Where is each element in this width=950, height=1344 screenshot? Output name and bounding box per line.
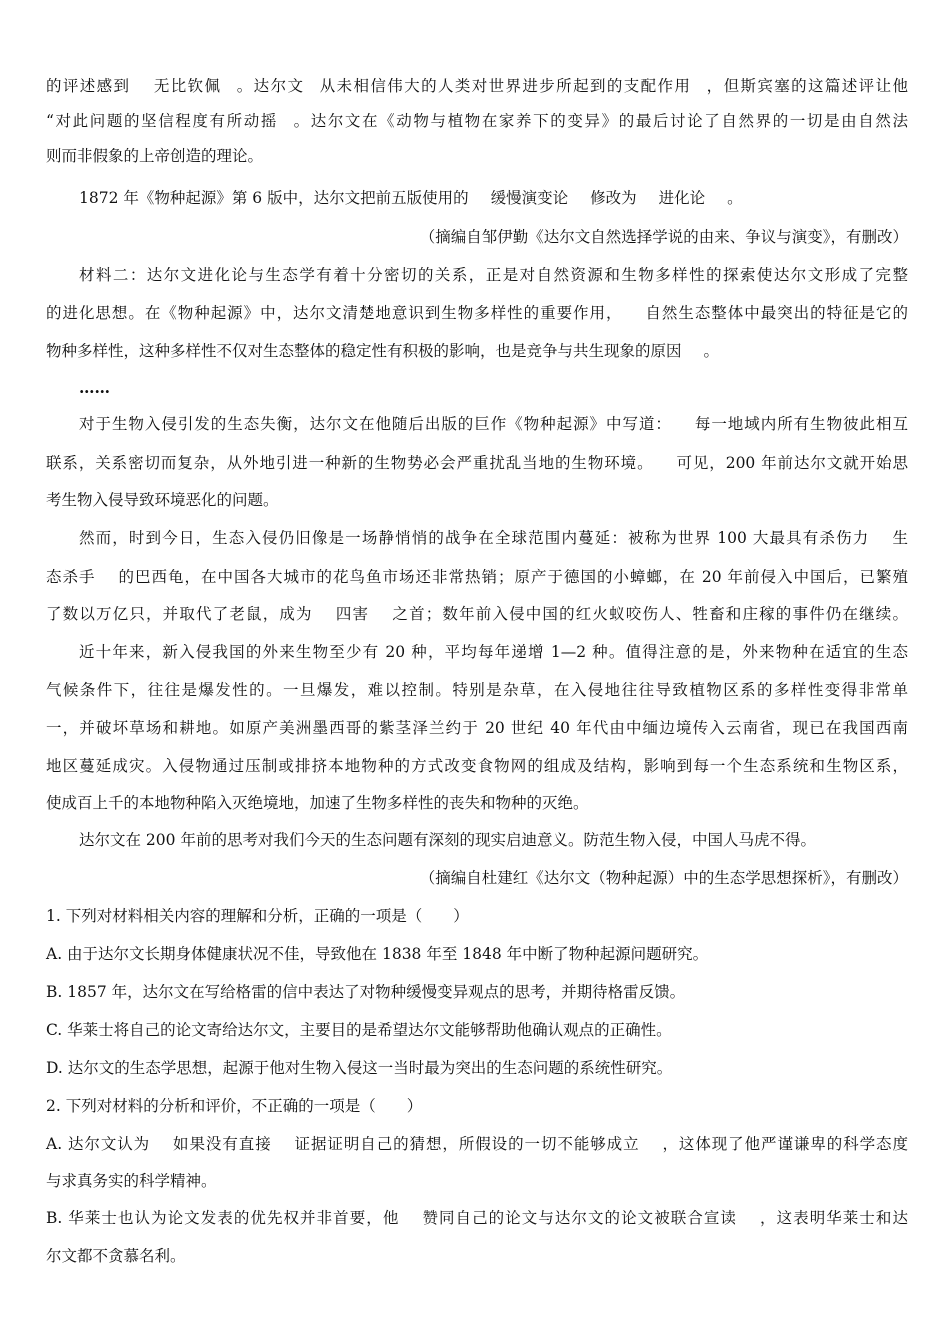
text-line: 态杀手 的巴西龟，在中国各大城市的花鸟鱼市场还非常热销；原产于德国的小蟑螂，在 20 年前侵入中国后，已繁殖 bbox=[46, 568, 908, 586]
text-line: 一，并破坏草场和耕地。如原产美洲墨西哥的紫茎泽兰约于 20 世纪 40 年代由中缅边境传入云南省，现已在我国西南 bbox=[46, 719, 908, 737]
question-2-stem: 2. 下列对材料的分析和评价，不正确的一项是（ ） bbox=[46, 1097, 423, 1115]
question-2-option-a-cont: 与求真务实的科学精神。 bbox=[46, 1172, 217, 1190]
question-1-stem: 1. 下列对材料相关内容的理解和分析，正确的一项是（ ） bbox=[46, 907, 469, 925]
text-line: 1872 年《物种起源》第 6 版中，达尔文把前五版使用的 缓慢演变论 修改为 进化论 。 bbox=[79, 189, 743, 207]
question-1-option-b: B. 1857 年，达尔文在写给格雷的信中表达了对物种缓慢变异观点的思考，并期待格雷反馈。 bbox=[46, 983, 686, 1001]
text-line: 达尔文在 200 年前的思考对我们今天的生态问题有深刻的现实启迪意义。防范生物入侵，中国人马虎不得。 bbox=[79, 831, 816, 849]
question-1-option-c: C. 华莱士将自己的论文寄给达尔文，主要目的是希望达尔文能够帮助他确认观点的正确性。 bbox=[46, 1021, 672, 1039]
question-2-option-b: B. 华莱士也认为论文发表的优先权并非首要，他 赞同自己的论文与达尔文的论文被联合宣读 ，这表明华莱士和达 bbox=[46, 1209, 908, 1227]
question-1-option-a: A. 由于达尔文长期身体健康状况不佳，导致他在 1838 年至 1848 年中断了物种起源问题研究。 bbox=[46, 945, 709, 963]
text-line: 气候条件下，往往是爆发性的。一旦爆发，难以控制。特别是杂草，在入侵地往往导致植物区系的多样性变得非常单 bbox=[46, 681, 908, 699]
text-line: 使成百上千的本地物种陷入灭绝境地，加速了生物多样性的丧失和物种的灭绝。 bbox=[46, 794, 589, 812]
text-line: 的进化思想。在《物种起源》中，达尔文清楚地意识到生物多样性的重要作用， 自然生态整体中最突出的特征是它的 bbox=[46, 304, 908, 322]
ellipsis: …… bbox=[79, 378, 110, 397]
text-line: 地区蔓延成灾。入侵物通过压制或排挤本地物种的方式改变食物网的组成及结构，影响到每一个生态系统和生物区系， bbox=[46, 757, 908, 775]
question-1-option-d: D. 达尔文的生态学思想，起源于他对生物入侵这一当时最为突出的生态问题的系统性研究。 bbox=[46, 1059, 673, 1077]
text-line: 考生物入侵导致环境恶化的问题。 bbox=[46, 491, 279, 509]
question-2-option-a: A. 达尔文认为 如果没有直接 证据证明自己的猜想，所假设的一切不能够成立 ，这体现了他严谨谦卑的科学态度 bbox=[46, 1135, 908, 1153]
text-line: 然而，时到今日，生态入侵仍旧像是一场静悄悄的战争在全球范围内蔓延：被称为世界 100 大最具有杀伤力 生 bbox=[79, 529, 908, 547]
question-2-option-b-cont: 尔文都不贪慕名利。 bbox=[46, 1247, 186, 1265]
source-citation: （摘编自杜建红《达尔文（物种起源）中的生态学思想探析》，有删改） bbox=[419, 869, 908, 887]
text-line: 近十年来，新入侵我国的外来生物至少有 20 种，平均每年递增 1—2 种。值得注意的是，外来物种在适宜的生态 bbox=[79, 643, 908, 661]
text-line: “对此问题的坚信程度有所动摇 。达尔文在《动物与植物在家养下的变异》的最后讨论了自然界的一切是由自然法 bbox=[46, 112, 908, 130]
paragraph-heading-line: 材料二：达尔文进化论与生态学有着十分密切的关系，正是对自然资源和生物多样性的探索使达尔文形成了完整 bbox=[79, 266, 908, 284]
text-line: 的评述感到 无比钦佩 。达尔文 从未相信伟大的人类对世界进步所起到的支配作用 ，但斯宾塞的这篇述评让他 bbox=[46, 77, 908, 95]
text-line: 了数以万亿只，并取代了老鼠，成为 四害 之首；数年前入侵中国的红火蚁咬伤人、牲畜和庄稼的事件仍在继续。 bbox=[46, 605, 908, 623]
text-line: 对于生物入侵引发的生态失衡，达尔文在他随后出版的巨作《物种起源》中写道： 每一地域内所有生物彼此相互 bbox=[79, 415, 908, 433]
text-line: 物种多样性，这种多样性不仅对生态整体的稳定性有积极的影响，也是竞争与共生现象的原因 。 bbox=[46, 342, 720, 360]
text-line: 则而非假象的上帝创造的理论。 bbox=[46, 147, 264, 165]
source-citation: （摘编自邹伊勤《达尔文自然选择学说的由来、争议与演变》，有删改） bbox=[419, 228, 908, 246]
text-line: 联系，关系密切而复杂，从外地引进一种新的生物势必会严重扰乱当地的生物环境。 可见，200 年前达尔文就开始思 bbox=[46, 454, 908, 472]
